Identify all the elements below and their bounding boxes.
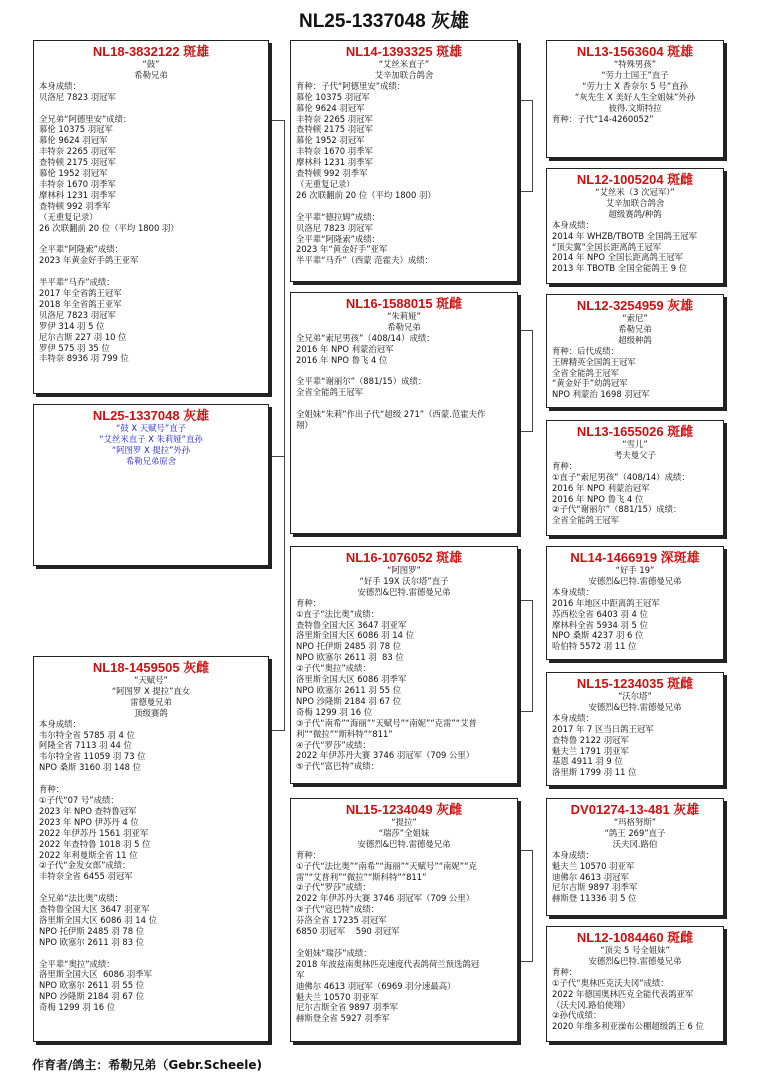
dam-dam-line: “提拉” [391, 817, 417, 827]
record-line: 育种： [552, 966, 578, 977]
record-line: ①子代“奥林匹克沃夫冈”成绩： [552, 977, 669, 988]
record-line: 洛里斯全国大区 6086 羽 14 位 [296, 630, 414, 641]
connector [518, 330, 533, 432]
record-line: 2016 年 NPO 利蒙治冠军 [296, 343, 394, 354]
ggp-ring: NL13-1563604 斑雄 [576, 44, 694, 59]
ggp-line: 沃夫冈.路伯 [612, 838, 658, 849]
record-line: 本身成绩： [39, 80, 81, 91]
record-line: ②子代“谢丽尔”（881/15）成绩： [552, 504, 682, 515]
record-line: 丰特奈 2265 羽冠军 [39, 146, 116, 157]
pedigree-title: NL25-1337048 灰雄 [298, 11, 470, 32]
record-line: ③子代“寇巴特”成绩： [296, 904, 380, 915]
sire-dam-card [290, 292, 518, 534]
subject-line: “鼓 X 天赋号”直子 [116, 423, 186, 433]
record-line: ②子代“金发女郎”成绩： [39, 860, 131, 871]
subject-line: “阿图罗 X 提拉”外孙 [111, 444, 191, 455]
record-line: 半平辈“马乔”成绩： [39, 277, 115, 288]
record-line: 2020 年维多利亚澡布公棚超级鸽王 6 位 [552, 1021, 704, 1032]
record-line: 军 [296, 969, 305, 980]
record-line: 2016 年 NPO 鲁飞 4 位 [552, 493, 644, 504]
ggp-card-2 [546, 168, 724, 284]
record-line: 奇梅 1299 羽 16 位 [39, 1002, 116, 1013]
breeder-footer: 作育者/鸽主：希勒兄弟（Gebr.Scheele) [32, 1058, 263, 1072]
record-line: 洛里斯 1799 羽 11 位 [552, 767, 637, 778]
record-line: 全省全能鸽王冠军 [552, 515, 619, 526]
ggp-line: 安德烈&巴特.雷德曼兄弟 [588, 575, 682, 586]
dam-line: “阿图罗 X 提拉”直女 [111, 685, 191, 696]
ggp-line: “特殊男孩” [613, 59, 657, 69]
record-line: “顶尖翼”全国长距离鸽王冠军 [552, 241, 662, 252]
record-line: 2016 年地区中距离鸽王冠军 [552, 597, 660, 608]
sire-sire-line: “艾丝米直子” [378, 59, 430, 69]
record-line: 慕伦 1952 羽冠军 [296, 135, 365, 146]
dam-sire-line: “好手 19X 沃尔塔”直子 [359, 575, 449, 586]
record-line [39, 773, 263, 784]
record-line: 查特鲁全国大区 3647 羽亚军 [39, 904, 150, 915]
ggp-line: 超级种鸽 [618, 334, 652, 345]
ggp-line: “鸽王 269”直子 [604, 827, 666, 838]
record-line [39, 882, 263, 893]
record-line: 全平辈“德拉姆”成绩： [296, 211, 381, 222]
sire-ring: NL18-3832122 斑雄 [92, 44, 210, 59]
record-line: ②子代“奥拉”成绩： [296, 663, 371, 674]
record-line: 尼尔吉斯全省 9897 羽季军 [296, 1002, 399, 1013]
record-line [296, 201, 512, 212]
record-line: 本身成绩： [552, 712, 594, 723]
record-line: 尼尔吉斯 227 羽 10 位 [39, 331, 127, 342]
record-line: 查特顿 2175 羽冠军 [296, 124, 373, 135]
record-line: 迪佛尔 4613 羽冠军（6969 羽分速最高） [296, 980, 456, 991]
dam-dam-card [290, 798, 518, 1042]
connector [518, 600, 533, 712]
connector [270, 456, 285, 731]
record-line: 26 次联翻前 20 位（平均 1800 羽） [296, 189, 436, 200]
record-line: 贝洛尼 7823 羽冠军 [296, 222, 373, 233]
record-line: 丰特奈全省 6455 羽冠军 [39, 871, 133, 882]
dam-dam-line: “瑞莎”全姐妹 [378, 827, 430, 838]
record-line: 丰特奈 2265 羽冠军 [296, 113, 373, 124]
record-line: 2018 年全省鸽王亚军 [39, 298, 122, 309]
dam-sire-line: “阿图罗” [387, 565, 421, 575]
record-line: 慕伦 10375 羽冠军 [39, 124, 113, 135]
ggp-line: 考夫曼父子 [614, 449, 656, 460]
ggp-line: “劳力士国王”直子 [601, 69, 669, 80]
ggp-line: “劳力士 X 香奈尔 5 号”直孙 [582, 80, 688, 91]
ggp-line: “艾丝米（3 次冠军）” [595, 187, 675, 197]
ggp-card-3 [546, 294, 724, 408]
record-line: NPO 沙隆斯 2184 羽 67 位 [39, 991, 145, 1002]
record-line: NPO 沙隆斯 2184 羽 67 位 [296, 695, 402, 706]
record-line: 丰特奈 8936 羽 799 位 [39, 353, 129, 364]
sire-nickname: “鼓” [142, 59, 160, 69]
record-line: 全兄弟“索尼男孩”（408/14）成绩： [296, 332, 435, 343]
ggp-ring: NL12-1005204 斑雌 [576, 172, 694, 187]
record-line: 翔） [296, 420, 313, 431]
ggp-line: “玛格努斯” [613, 817, 657, 827]
record-line: 全省全能鸽王冠军 [552, 367, 619, 378]
record-line: 查特顿 992 羽季军 [296, 168, 368, 179]
dam-ring: NL18-1459505 灰雌 [92, 660, 210, 675]
record-line: 全平辈“阿隆索”成绩： [39, 244, 124, 255]
record-line: 慕伦 1952 羽冠军 [39, 168, 108, 179]
sire-dam-line: 希勒兄弟 [387, 321, 421, 332]
ggp-card-8 [546, 926, 724, 1042]
record-line: NPO 托伊斯 2485 羽 78 位 [39, 925, 145, 936]
sire-sire-ring: NL14-1393325 斑雄 [345, 44, 463, 59]
record-line: 摩林科全省 5934 羽 5 位 [552, 619, 648, 630]
ggp-card-1 [546, 40, 724, 158]
record-line: 育种：子代“14-4260052” [552, 113, 654, 124]
record-line: ⑤子代“富巴特”成绩： [296, 761, 380, 772]
record-line: 育种：后代成绩： [552, 345, 619, 356]
record-line: 全姐妹“朱莉”作出子代“超级 271”（西蒙.范霍夫作 [296, 409, 486, 420]
record-line: 洛里斯全国大区 6086 羽季军 [296, 674, 407, 685]
dam-line: 顶级赛鸽 [134, 707, 168, 718]
record-line: NPO 欧塞尔 2611 羽 55 位 [296, 684, 402, 695]
record-line: ④子代“罗莎”成绩： [296, 739, 371, 750]
record-line: 育种：子代“阿德里安”成绩： [296, 80, 406, 91]
subject-line: “艾丝米直子 X 朱莉娅”直孙 [99, 433, 203, 444]
record-line: 贝洛尼 7823 羽冠军 [39, 91, 116, 102]
record-line [39, 948, 263, 959]
ggp-card-4 [546, 420, 724, 536]
sire-breeder: 希勒兄弟 [134, 69, 168, 80]
record-line: ①直子“索尼男孩”（408/14）成绩： [552, 471, 690, 482]
record-line: 全姐妹“瑞莎”成绩： [296, 947, 372, 958]
record-line: 慕伦 9624 羽冠军 [296, 102, 365, 113]
record-line [296, 366, 512, 377]
sire-card [33, 40, 269, 394]
record-line: 哈伯特 5572 羽 11 位 [552, 641, 637, 652]
record-line: 迪佛尔 4613 羽冠军 [552, 871, 629, 882]
ggp-line: “雪儿” [622, 439, 648, 449]
ggp-ring: NL15-1234035 斑雌 [576, 676, 694, 691]
record-line: ③子代“南希”“海丽”“天赋号”“南妮”“克雷”“艾普 [296, 717, 477, 728]
dam-line: 雷德曼兄弟 [130, 696, 172, 707]
record-line: 全兄弟“阿德里安”成绩： [39, 113, 132, 124]
record-line: 丰特奈 1670 羽季军 [39, 178, 116, 189]
record-line: 查特鲁全国大区 3647 羽亚军 [296, 619, 407, 630]
record-line: 芬洛全省 17235 羽冠军 [296, 915, 387, 926]
record-line: 2014 年 NPO 全国长距离鸽王冠军 [552, 252, 683, 263]
ggp-line: 彼得.文斯特拉 [608, 102, 662, 113]
sire-sire-line: 艾辛加联合鸽舍 [374, 69, 434, 80]
record-line: 2022 年伊苏丹大赛 3746 羽冠军（709 公里） [296, 893, 475, 904]
record-line: 赫斯登 11336 羽 5 位 [552, 893, 637, 904]
record-line: 魁夫兰 10570 羽亚军 [552, 860, 635, 871]
record-line: 2016 年 NPO 利蒙治冠军 [552, 482, 650, 493]
record-line: 全平辈“谢丽尔”（881/15）成绩： [296, 376, 427, 387]
ggp-ring: NL12-3254959 灰雄 [576, 298, 694, 313]
record-line: NPO 利蒙治 1698 羽冠军 [552, 389, 650, 400]
record-line: 2018 年波兹南奥林匹克速度代表鸽荷兰预选鸽冠 [296, 958, 480, 969]
record-line: “黄金好手”幼鸽冠军 [552, 378, 628, 389]
record-line: 全兄弟“法比奥”成绩： [39, 893, 124, 904]
record-line [296, 937, 512, 948]
connector [518, 100, 533, 192]
ggp-card-7 [546, 798, 724, 916]
record-line: 奇梅 1299 羽 16 位 [296, 706, 373, 717]
ggp-line: “沃尔塔” [618, 691, 652, 701]
ggp-line: “灰先生 X 美好人生全姐妹”外孙 [574, 91, 696, 102]
record-line: 2022 年查特鲁 1018 羽 5 位 [39, 838, 151, 849]
record-line: ①子代“法比奥”“南希”“海丽”“天赋号”“南妮”“克 [296, 860, 477, 871]
record-line: 本身成绩： [39, 718, 81, 729]
record-line: 2022 年伊苏丹大赛 3746 羽冠军（709 公里） [296, 750, 475, 761]
record-line: 摩林科 1231 羽季军 [296, 157, 373, 168]
subject-line: 希勒兄弟原舍 [125, 455, 177, 466]
record-line: 2022 年利曼斯全省 11 位 [39, 849, 138, 860]
record-line: NPO 欧塞尔 2611 羽 83 位 [39, 936, 145, 947]
record-line: 利”“微拉”“斯科特”“811” [296, 728, 393, 739]
record-line: 慕伦 9624 羽冠军 [39, 135, 108, 146]
record-line: ①子代“07 号”成绩： [39, 794, 119, 805]
ggp-ring: DV01274-13-481 灰雄 [570, 802, 700, 817]
record-line: （无重复记录） [39, 211, 98, 222]
record-line: ②子代“罗莎”成绩： [296, 882, 371, 893]
record-line: NPO 托伊斯 2485 羽 78 位 [296, 641, 402, 652]
record-line: NPO 桑斯 4237 羽 6 位 [552, 630, 644, 641]
record-line: 基恩 4911 羽 9 位 [552, 756, 623, 767]
dam-nickname: “天赋号” [134, 675, 168, 685]
record-line: NPO 欧塞尔 2611 羽 83 位 [296, 652, 404, 663]
record-line: 2017 年 7 区当日鸽王冠军 [552, 723, 654, 734]
record-line [296, 398, 512, 409]
record-line: 2017 年全省鸽王冠军 [39, 288, 122, 299]
record-line: 本身成绩： [552, 219, 594, 230]
record-line: 尼尔吉斯 9897 羽季军 [552, 882, 638, 893]
ggp-line: “好手 19” [615, 565, 655, 575]
record-line: 韦尔特全省 11059 羽 73 位 [39, 751, 146, 762]
ggp-line: 安德烈&巴特.雷德曼兄弟 [588, 701, 682, 712]
record-line: 罗伊 575 羽 35 位 [39, 342, 110, 353]
ggp-ring: NL13-1655026 斑雌 [576, 424, 694, 439]
ggp-line: 超级赛鸽/种鸽 [608, 208, 662, 219]
record-line: 本身成绩： [552, 586, 594, 597]
record-line: 2022 年伊苏丹 1561 羽亚军 [39, 827, 149, 838]
ggp-card-6 [546, 672, 724, 786]
record-line: 摩林科 1231 羽季军 [39, 189, 116, 200]
record-line [39, 234, 263, 245]
record-line: 全平辈“阿隆索”成绩： [296, 233, 381, 244]
record-line: 苏西松全省 6403 羽 4 位 [552, 608, 648, 619]
ggp-line: “索尼” [622, 313, 648, 323]
dam-dam-line: 安德烈&巴特.雷德曼兄弟 [357, 838, 451, 849]
record-line [39, 266, 263, 277]
record-line: 育种： [39, 784, 65, 795]
record-line: 洛里斯全国大区 6086 羽 14 位 [39, 914, 157, 925]
record-line: 半平辈“马乔”（西蒙 范霍夫）成绩： [296, 255, 433, 266]
record-line: 6850 羽冠军 590 羽冠军 [296, 926, 400, 937]
record-line: 育种： [552, 460, 578, 471]
record-line: 韦尔特全省 5785 羽 4 位 [39, 729, 135, 740]
record-line: 2023 年黄金好手鸽王亚军 [39, 255, 139, 266]
sire-sire-card [290, 40, 518, 282]
record-line: 洛里斯全国大区 6086 羽季军 [39, 969, 153, 980]
ggp-line: 艾辛加联合鸽舍 [605, 197, 665, 208]
record-line: 赫斯登全省 5927 羽季军 [296, 1013, 390, 1024]
record-line: NPO 欧塞尔 2611 羽 55 位 [39, 980, 145, 991]
record-line: 26 次联翻前 20 位（平均 1800 羽） [39, 222, 179, 233]
dam-dam-ring: NL15-1234049 灰雌 [345, 802, 463, 817]
record-line: 丰特奈 1670 羽季军 [296, 146, 373, 157]
record-line: （无重复记录） [296, 178, 355, 189]
record-line: 魁夫兰 10570 羽亚军 [296, 991, 379, 1002]
dam-sire-line: 安德烈&巴特.雷德曼兄弟 [357, 586, 451, 597]
record-line: 本身成绩： [552, 849, 594, 860]
dam-sire-card [290, 546, 518, 784]
ggp-line: “顶尖 5 号全姐妹” [600, 945, 670, 955]
record-line: ②孙代成绩： [552, 1010, 602, 1021]
record-line: 查特鲁 2122 羽冠军 [552, 734, 629, 745]
ggp-ring: NL14-1466919 深斑雄 [570, 550, 700, 565]
record-line [39, 103, 263, 114]
ggp-card-5 [546, 546, 724, 660]
record-line: 2023 年 NPO 伊苏丹 4 位 [39, 816, 139, 827]
record-line: 2013 年 TBOTB 全国全能鸽王 9 位 [552, 263, 688, 274]
record-line: 2023 年“黄金好手”亚军 [296, 244, 388, 255]
record-line: 2016 年 NPO 鲁飞 4 位 [296, 354, 388, 365]
ggp-ring: NL12-1084460 斑雌 [576, 930, 694, 945]
record-line: 全省全能鸽王冠军 [296, 387, 363, 398]
record-line: NPO 桑斯 3160 羽 148 位 [39, 762, 142, 773]
record-line: 2023 年 NPO 查特鲁冠军 [39, 805, 137, 816]
record-line: 全平辈“奥拉”成绩： [39, 958, 115, 969]
ggp-line: 希勒兄弟 [618, 323, 652, 334]
connector [518, 850, 533, 962]
record-line: 阿隆全省 7113 羽 44 位 [39, 740, 132, 751]
record-line: 贝洛尼 7823 羽冠军 [39, 309, 116, 320]
sire-dam-line: “朱莉娅” [387, 311, 421, 321]
subject-card [33, 404, 269, 566]
record-line: 王牌精英全国鸽王冠军 [552, 356, 636, 367]
record-line: 查特顿 2175 羽冠军 [39, 157, 116, 168]
record-line: 育种： [296, 597, 322, 608]
dam-card [33, 656, 269, 1042]
record-line: （沃夫冈.路伯使翔） [552, 999, 631, 1010]
ggp-line: 安德烈&巴特.雷德曼兄弟 [588, 955, 682, 966]
connector [270, 120, 285, 461]
record-line: 2022 年德国奥林匹克全能代表鸽亚军 [552, 988, 694, 999]
subject-ring: NL25-1337048 灰雄 [92, 408, 210, 423]
record-line: ①直子“法比奥”成绩： [296, 608, 380, 619]
dam-sire-ring: NL16-1076052 斑雄 [345, 550, 463, 565]
record-line: 魁夫兰 1791 羽亚军 [552, 745, 629, 756]
record-line: 雷”“艾普利”“微拉”“斯科特”“811” [296, 871, 427, 882]
sire-dam-ring: NL16-1588015 斑雌 [345, 296, 463, 311]
record-line: 查特顿 992 羽季军 [39, 200, 111, 211]
record-line: 慕伦 10375 羽冠军 [296, 91, 370, 102]
record-line: 罗伊 314 羽 5 位 [39, 320, 105, 331]
record-line: 2014 年 WHZB/TBOTB 全国鸽王冠军 [552, 230, 697, 241]
record-line: 育种： [296, 849, 322, 860]
